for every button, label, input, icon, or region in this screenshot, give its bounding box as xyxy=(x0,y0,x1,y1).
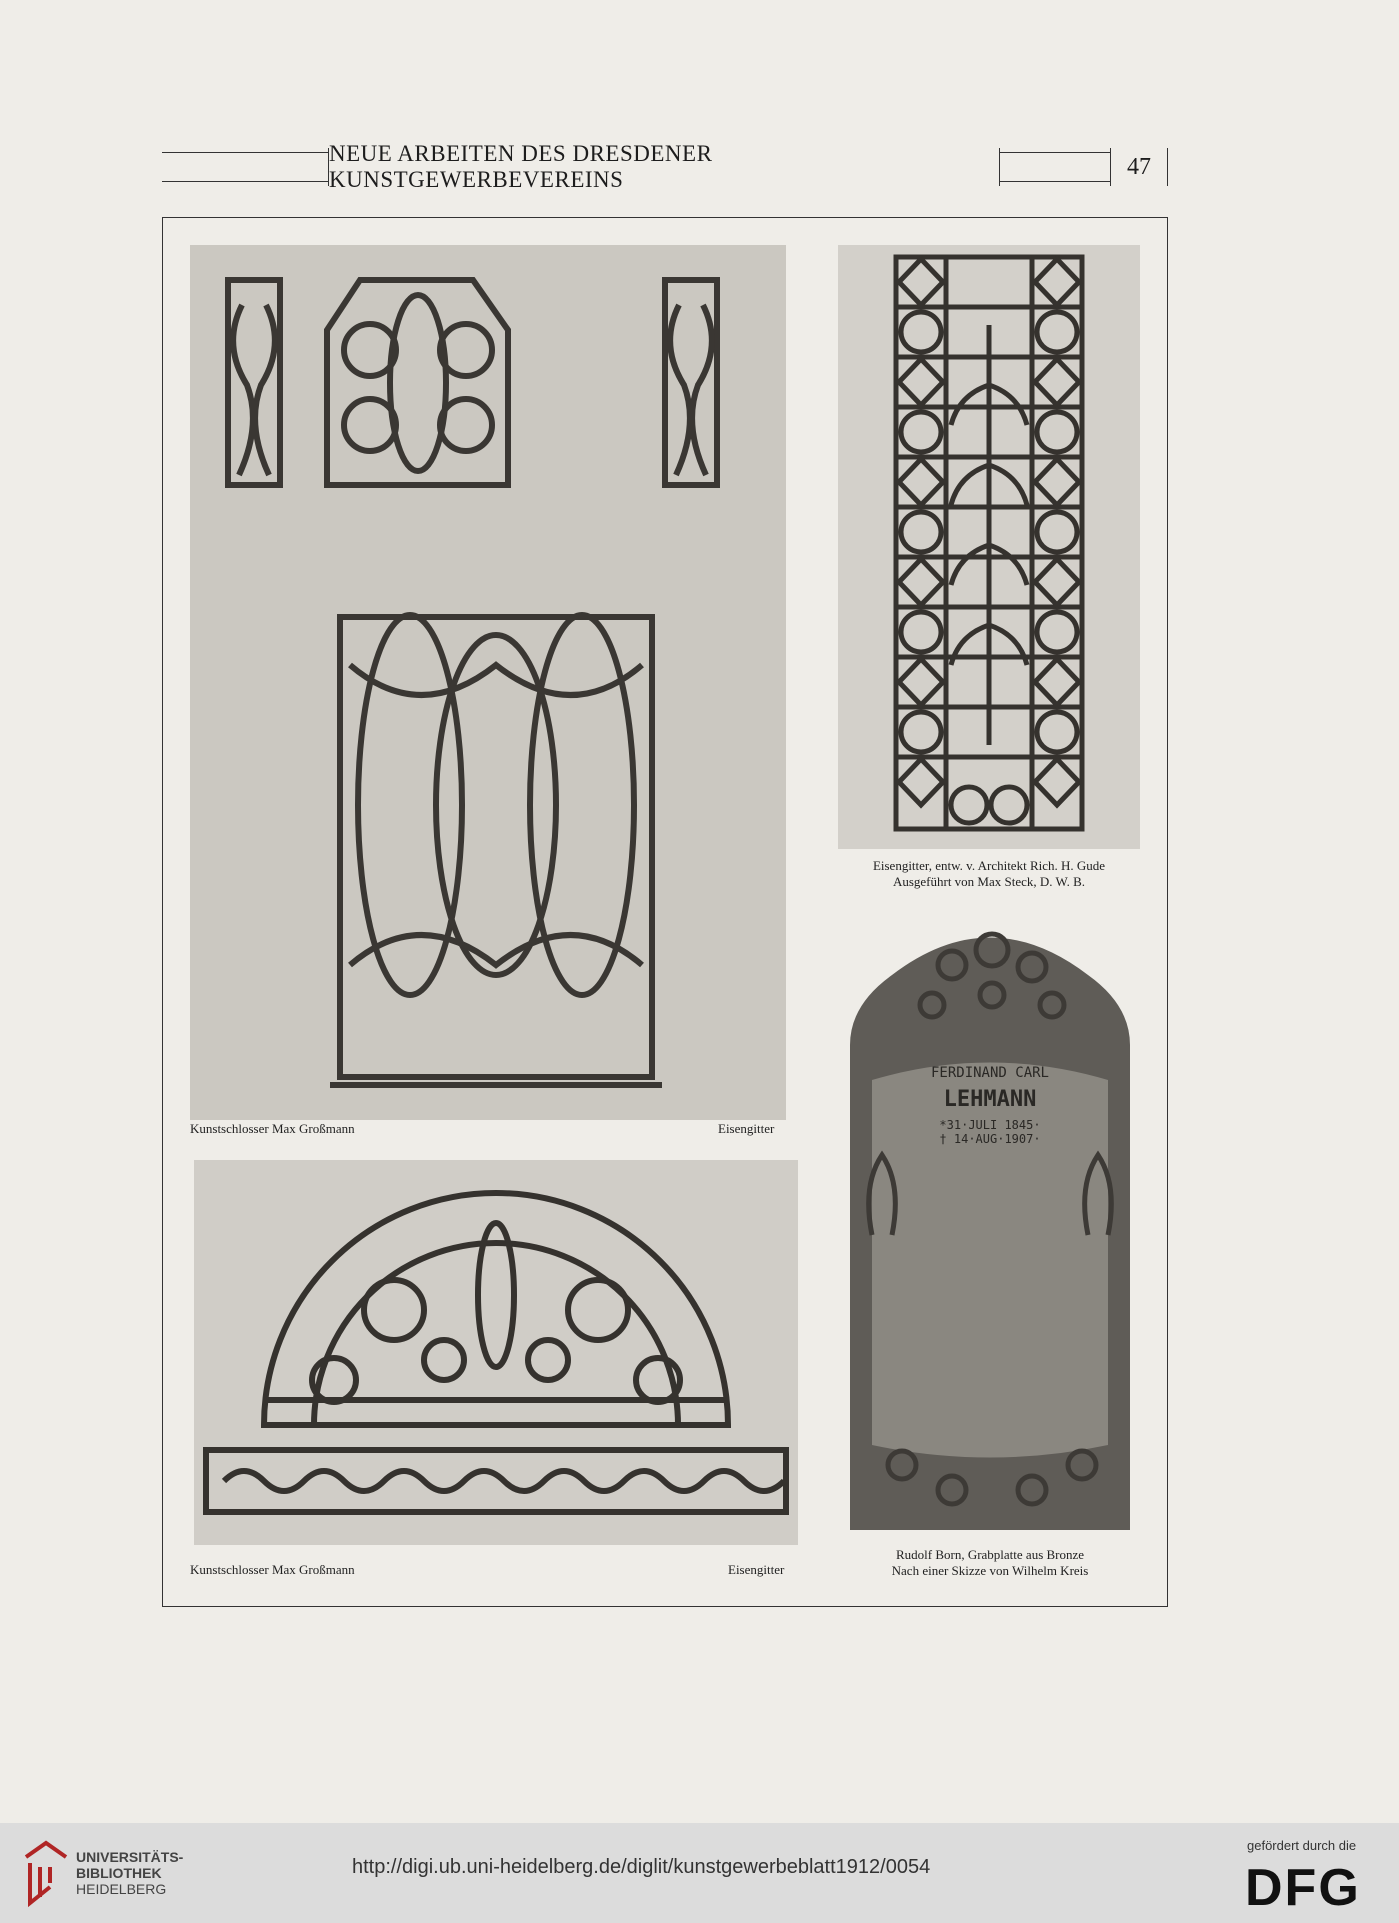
caption-left: Kunstschlosser Max Großmann xyxy=(190,1121,355,1136)
inscription-death: † 14·AUG·1907· xyxy=(939,1132,1041,1146)
caption-born-line2: Nach einer Skizze von Wilhelm Kreis xyxy=(891,1563,1089,1578)
library-line3: HEIDELBERG xyxy=(76,1881,167,1897)
caption-left: Kunstschlosser Max Großmann xyxy=(190,1562,355,1577)
permalink-url[interactable]: http://digi.ub.uni-heidelberg.de/diglit/kunstgewerbeblatt1912/0054 xyxy=(352,1856,931,1878)
photo-bronze-grave-plate xyxy=(842,905,1138,1535)
grave-inscription xyxy=(842,1065,1138,1146)
funding-label: gefördert durch die xyxy=(1247,1838,1357,1853)
inscription-surname: LEHMANN xyxy=(943,1087,1037,1112)
caption-right: Eisengitter xyxy=(728,1562,785,1577)
photo-iron-grilles-grossmann xyxy=(190,245,786,1120)
caption-born xyxy=(842,1547,1138,1579)
caption-gude-line2: Ausgeführt von Max Steck, D. W. B. xyxy=(892,874,1086,889)
inscription-name: FERDINAND CARL xyxy=(930,1065,1049,1081)
library-name xyxy=(76,1849,183,1897)
photo-lunette-grille-grossmann xyxy=(194,1160,798,1545)
photo-tall-iron-grille-gude xyxy=(838,245,1140,849)
page-number: 47 xyxy=(1110,148,1168,186)
caption-gude-line1: Eisengitter, entw. v. Architekt Rich. H. Gude xyxy=(872,858,1106,873)
library-line1: UNIVERSITÄTS- xyxy=(76,1849,184,1865)
running-head-title: NEUE ARBEITEN DES DRESDENER KUNSTGEWERBEVEREINS xyxy=(328,148,1000,186)
caption-gude xyxy=(838,858,1140,890)
dfg-logo: DFG xyxy=(1245,1859,1361,1917)
library-line2: BIBLIOTHEK xyxy=(76,1865,162,1881)
caption-born-line1: Rudolf Born, Grabplatte aus Bronze xyxy=(895,1547,1085,1562)
ub-heidelberg-logo-icon xyxy=(20,1837,72,1909)
inscription-birth: *31·JULI 1845· xyxy=(939,1118,1041,1132)
caption-right: Eisengitter xyxy=(718,1121,775,1136)
